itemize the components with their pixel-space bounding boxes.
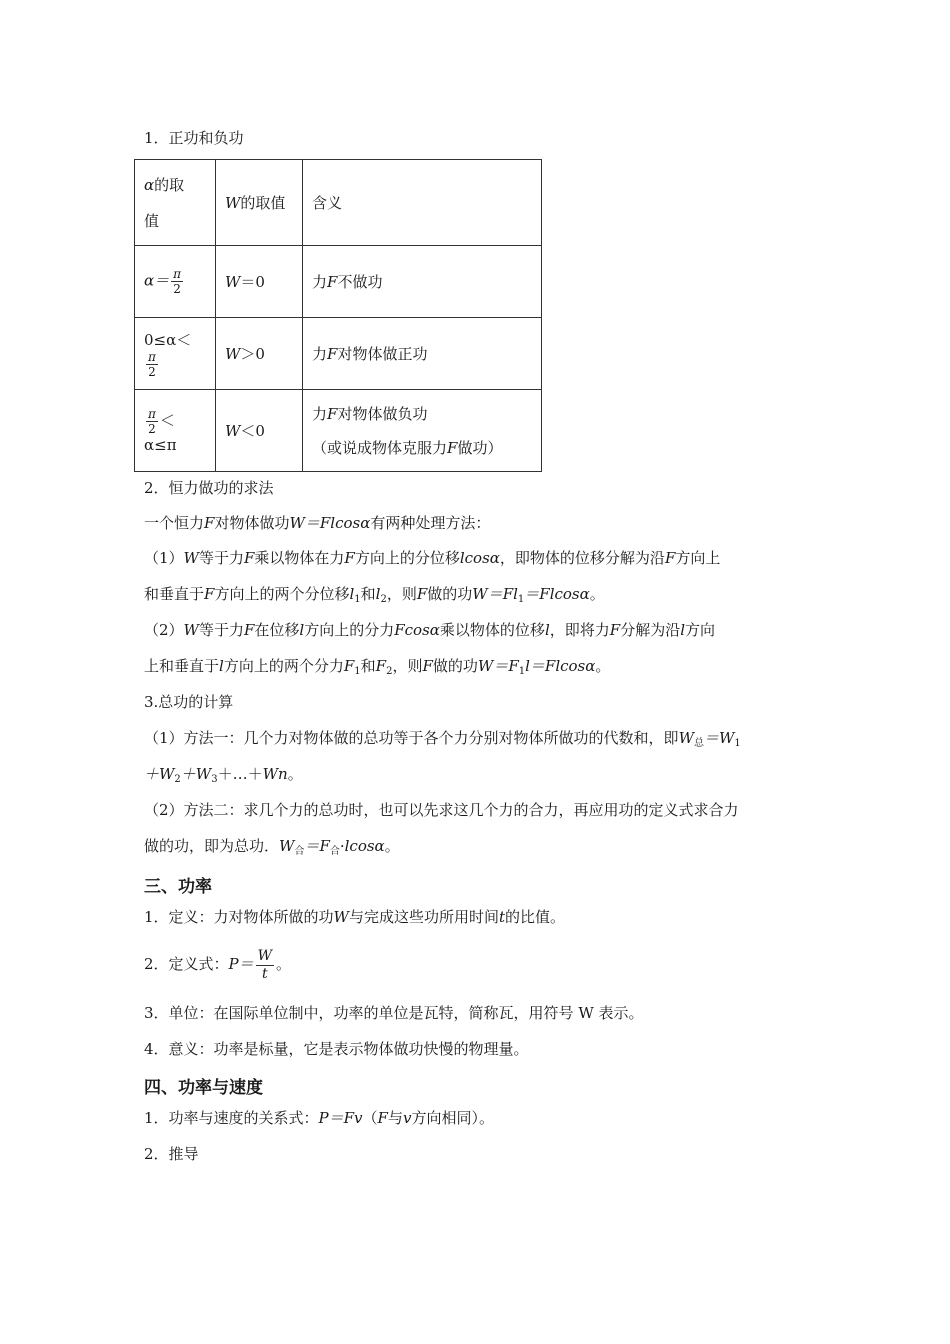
cell-meaning: 力F对物体做正功 xyxy=(303,318,542,390)
cell-condition: 0≤α＜ $\frac{\pi}{2}$ xyxy=(135,318,216,390)
header-alpha: α的取 值 xyxy=(135,160,216,246)
paragraph: 2．定义式：P＝ $\frac{W}{t}$ 。 xyxy=(144,947,292,982)
work-sign-table xyxy=(134,159,542,472)
section-1-title: 1．正功和负功 xyxy=(144,129,244,147)
paragraph: 上和垂直于l方向上的两个分力$F_1$和$F_2$，则F做的功$W=F_1l=Flcos\alpha$。 xyxy=(144,657,611,677)
cell-condition: $\frac{\pi}{2}$ ＜α≤π xyxy=(135,390,216,472)
cell-meaning: 力F对物体做负功 （或说成物体克服力F做功） xyxy=(303,390,542,472)
paragraph: 2．推导 xyxy=(144,1145,199,1163)
cell-work-value: W＜0 xyxy=(216,390,303,472)
paragraph: 做的功，即为总功．$W_合=F_合\cdot lcos\alpha$。 xyxy=(144,837,400,857)
paragraph: $+W_2+W_3+\dots+Wn$。 xyxy=(144,765,303,785)
paragraph: 1．功率与速度的关系式：P＝Fv（F与v方向相同）。 xyxy=(144,1109,494,1127)
cell-work-value: W＝0 xyxy=(216,246,303,318)
cell-work-value: W＞0 xyxy=(216,318,303,390)
table-row xyxy=(135,390,542,472)
header-w: W的取值 xyxy=(216,160,303,246)
paragraph: 4．意义：功率是标量，它是表示物体做功快慢的物理量。 xyxy=(144,1040,529,1058)
paragraph: （2）W等于力F在位移l方向上的分力Fcosα乘以物体的位移l，即将力F分解为沿l方向 xyxy=(144,621,716,639)
table-row xyxy=(135,246,542,318)
heading-power: 三、功率 xyxy=(144,877,212,897)
cell-condition: α＝ $\frac{\pi}{2}$ xyxy=(135,246,216,318)
section-3-title: 3.总功的计算 xyxy=(144,693,234,711)
section-2-title: 2．恒力做功的求法 xyxy=(144,479,274,497)
table-row xyxy=(135,318,542,390)
header-meaning: 含义 xyxy=(303,160,542,246)
heading-power-speed: 四、功率与速度 xyxy=(144,1078,263,1098)
paragraph: 3．单位：在国际单位制中，功率的单位是瓦特，简称瓦，用符号 W 表示。 xyxy=(144,1004,644,1022)
paragraph: （1）方法一：几个力对物体做的总功等于各个力分别对物体所做功的代数和，即$W_总=W_1$ xyxy=(144,729,741,749)
paragraph: （1）W等于力F乘以物体在力F方向上的分位移lcosα，即物体的位移分解为沿F方向上 xyxy=(144,549,721,567)
paragraph: 和垂直于F方向上的两个分位移$l_1$和$l_2$，则F做的功$W=Fl_1=Flcos\alpha$。 xyxy=(144,585,605,605)
cell-meaning: 力F不做功 xyxy=(303,246,542,318)
paragraph: （2）方法二：求几个力的总功时，也可以先求这几个力的合力，再应用功的定义式求合力 xyxy=(144,801,739,819)
paragraph: 一个恒力F对物体做功W＝Flcosα有两种处理方法： xyxy=(144,514,491,532)
table-header-row xyxy=(135,160,542,246)
paragraph: 1．定义：力对物体所做的功W与完成这些功所用时间t的比值。 xyxy=(144,908,566,926)
